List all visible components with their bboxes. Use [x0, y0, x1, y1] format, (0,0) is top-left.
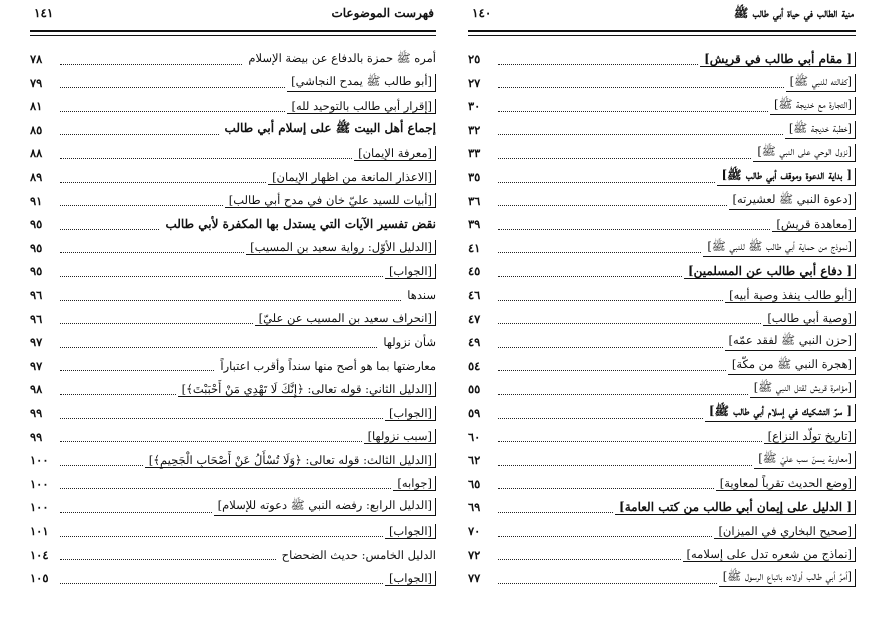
toc-entry — [468, 308, 856, 330]
toc-entry — [30, 48, 436, 70]
toc-entry — [468, 496, 856, 518]
dot-leader — [498, 512, 613, 513]
dot-leader — [498, 418, 703, 419]
toc-entry-title: [الدليل الأوّل: رواية سعيد بن المسيب] — [246, 240, 436, 255]
dot-leader — [498, 64, 698, 65]
toc-entry-title: نقض تفسير الآيات التي يستدل بها المكفرة لأبي طالب — [165, 217, 436, 232]
toc-entry-title: [الدليل الرابع: رفضه النبي ﷺ دعوته للإسلام] — [214, 498, 436, 516]
toc-entry-page-number: ١٠٠ — [30, 500, 49, 515]
toc-entry — [30, 260, 436, 282]
toc-entry-title: [ بداية الدعوة وموقف أبي طالب ﷺ] — [717, 168, 856, 186]
toc-entry — [468, 473, 856, 495]
toc-entry — [468, 284, 856, 306]
toc-entry-title: [صحيح البخاري في الميزان] — [714, 524, 856, 539]
toc-entry-page-number: ٩٦ — [30, 311, 43, 326]
toc-entry — [30, 473, 436, 495]
dot-leader — [498, 370, 726, 371]
dot-leader — [60, 111, 285, 112]
toc-entry — [468, 166, 856, 188]
toc-entry-title: [التجارة مع خديجة ﷺ] — [770, 97, 856, 115]
toc-entry — [30, 355, 436, 377]
toc-entry-page-number: ١٠٠ — [30, 453, 49, 468]
toc-entry-page-number: ٤٥ — [468, 264, 481, 279]
dot-leader — [60, 229, 159, 230]
toc-entry — [30, 496, 436, 518]
toc-entry-page-number: ٧٢ — [468, 547, 481, 562]
toc-entry-page-number: ١٠٥ — [30, 571, 49, 586]
toc-entry — [30, 190, 436, 212]
toc-entry-page-number: ٧٨ — [30, 52, 43, 66]
toc-entry — [30, 331, 436, 353]
dot-leader — [60, 252, 244, 253]
dot-leader — [498, 87, 784, 88]
toc-entry-title: [نزول الوحي على النبي ﷺ] — [753, 144, 856, 162]
dot-leader — [60, 87, 285, 88]
toc-entry-page-number: ٤٦ — [468, 288, 481, 302]
toc-entry-title: [ دفاع أبي طالب عن المسلمين] — [684, 264, 856, 279]
toc-entry-page-number: ٨١ — [30, 99, 43, 114]
toc-entry-title: [الدليل الثالث: قوله تعالى: ﴿وَلَا تُسْأَلُ عَنْ أَصْحَابِ الْجَحِيمِ﴾] — [145, 453, 436, 468]
toc-entry — [30, 142, 436, 164]
toc-entry-page-number: ٢٥ — [468, 52, 481, 66]
dot-leader — [498, 465, 752, 466]
right-page-title: منية الطالب في حياة أبي طالب ﷺ — [733, 6, 854, 20]
toc-entry — [30, 378, 436, 400]
toc-entry — [30, 426, 436, 448]
toc-entry-title: سندها — [407, 288, 436, 302]
toc-entry-title: [معاهدة قريش] — [772, 217, 856, 232]
toc-entry-page-number: ٦٥ — [468, 476, 481, 491]
toc-entry-page-number: ٨٩ — [30, 170, 43, 184]
toc-entry — [30, 284, 436, 306]
dot-leader — [60, 394, 176, 395]
toc-entry — [30, 449, 436, 471]
dot-leader — [60, 418, 383, 419]
toc-entry-page-number: ٥٥ — [468, 382, 481, 397]
toc-entry — [468, 378, 856, 400]
toc-entry — [468, 449, 856, 471]
toc-entry — [30, 119, 436, 141]
toc-entry-page-number: ٤٩ — [468, 335, 481, 350]
left-page-number: ١٤١ — [34, 6, 54, 20]
toc-entry-title: [خطبة خديجة ﷺ] — [785, 121, 856, 139]
toc-entry-title: [الجواب] — [385, 264, 436, 279]
toc-entry-page-number: ٩١ — [30, 193, 43, 208]
toc-entry-page-number: ٥٩ — [468, 406, 481, 420]
dot-leader — [498, 441, 762, 442]
toc-entry-page-number: ٣٥ — [468, 170, 481, 184]
toc-entry-title: شأن نزولها — [383, 335, 436, 350]
toc-entry-title: [حزن النبي ﷺ لفقد عمّه] — [725, 333, 856, 351]
toc-entry-title: [كفالته للنبي ﷺ] — [786, 74, 856, 92]
dot-leader — [498, 229, 770, 230]
dot-leader — [60, 347, 377, 348]
toc-entry-title: [أبيات للسيد عليّ خان في مدح أبي طالب] — [225, 193, 436, 208]
toc-entry-page-number: ٩٥ — [30, 264, 43, 279]
toc-entry-page-number: ٧٩ — [30, 75, 43, 90]
toc-entry-title: [الجواب] — [385, 406, 436, 421]
dot-leader — [60, 134, 219, 135]
toc-entry-title: [الدليل الثاني: قوله تعالى: ﴿إِنَّكَ لَا تَهْدِي مَنْ أَحْبَبْتَ﴾] — [178, 382, 436, 397]
toc-entry-page-number: ١٠٤ — [30, 547, 49, 562]
dot-leader — [60, 536, 383, 537]
toc-entry-title: [دعوة النبي ﷺ لعشيرته] — [729, 192, 857, 210]
toc-entry-page-number: ٩٦ — [30, 288, 43, 302]
toc-entry-page-number: ١٠٠ — [30, 476, 49, 491]
toc-entry-title: [الاعذار المانعة من اظهار الإيمان] — [268, 170, 436, 185]
toc-entry-page-number: ٩٥ — [30, 240, 43, 255]
toc-entry-page-number: ٧٠ — [468, 524, 481, 538]
toc-entry — [468, 48, 856, 70]
toc-entry — [30, 95, 436, 117]
toc-entry — [30, 166, 436, 188]
toc-entry-title: [تاريخ تولّد النزاع] — [764, 429, 856, 444]
toc-entry-page-number: ٥٤ — [468, 358, 481, 373]
header-rule-thin — [468, 35, 856, 36]
toc-entry-page-number: ٧٧ — [468, 571, 481, 586]
toc-entry-title: [هجرة النبي ﷺ من مكّة] — [728, 357, 856, 375]
toc-entry — [30, 308, 436, 330]
header-rule-thin — [30, 35, 436, 36]
dot-leader — [498, 394, 748, 395]
dot-leader — [498, 347, 723, 348]
toc-entry — [30, 72, 436, 94]
toc-entry-page-number: ٨٥ — [30, 122, 43, 137]
toc-entry-title: [أمرُ أبي طالب أولاده باتباع الرسول ﷺ] — [719, 569, 856, 587]
toc-entry-title: [ مقام أبي طالب في قريش] — [700, 52, 856, 67]
dot-leader — [498, 276, 682, 277]
dot-leader — [498, 536, 712, 537]
toc-entry — [468, 142, 856, 164]
toc-entry — [468, 213, 856, 235]
dot-leader — [498, 488, 714, 489]
toc-entry-title: [جوابه] — [393, 476, 436, 491]
header-rule — [30, 30, 436, 32]
dot-leader — [60, 182, 266, 183]
toc-entry-page-number: ٣٢ — [468, 122, 481, 137]
toc-entry-title: [انحراف سعيد بن المسيب عن عليّ] — [255, 311, 436, 326]
toc-entry — [30, 567, 436, 589]
toc-entry-page-number: ٢٧ — [468, 75, 481, 90]
dot-leader — [60, 158, 352, 159]
toc-entry-title: [معاوية يسنّ سب عليّ ﷺ] — [754, 451, 856, 469]
toc-entry — [468, 119, 856, 141]
toc-entry-page-number: ٦٩ — [468, 500, 481, 515]
toc-entry — [468, 260, 856, 282]
toc-entry — [30, 544, 436, 566]
toc-entry — [468, 355, 856, 377]
toc-entry-page-number: ٦٢ — [468, 453, 481, 468]
toc-entry — [468, 426, 856, 448]
toc-entry-page-number: ٤١ — [468, 240, 481, 255]
dot-leader — [498, 323, 761, 324]
toc-entry — [468, 237, 856, 259]
dot-leader — [60, 205, 223, 206]
toc-entry-page-number: ٩٧ — [30, 335, 43, 350]
toc-entry-title: [وضع الحديث تقرباً لمعاوية] — [716, 476, 856, 491]
toc-entry — [468, 190, 856, 212]
dot-leader — [60, 300, 401, 301]
toc-entry-title: [سبب نزولها] — [364, 429, 436, 444]
toc-entry — [468, 544, 856, 566]
dot-leader — [60, 64, 242, 65]
toc-entry — [468, 402, 856, 424]
left-page — [30, 0, 436, 639]
toc-entry-title: [الجواب] — [385, 571, 436, 586]
toc-entry-title: [مؤامرة قريش لقتل النبي ﷺ] — [750, 380, 856, 398]
toc-entry-page-number: ٩٩ — [30, 406, 43, 420]
toc-entry-page-number: ٩٨ — [30, 382, 43, 397]
toc-entry — [468, 331, 856, 353]
dot-leader — [60, 465, 143, 466]
toc-entry — [30, 213, 436, 235]
dot-leader — [60, 323, 253, 324]
dot-leader — [60, 370, 214, 371]
dot-leader — [60, 559, 276, 560]
dot-leader — [60, 512, 212, 513]
toc-entry-title: [معرفة الإيمان] — [354, 146, 436, 161]
toc-entry-title: إجماع أهل البيت ﷺ على إسلام أبي طالب — [224, 121, 436, 136]
toc-entry-title: أمره ﷺ حمزة بالدفاع عن بيضة الإسلام — [248, 50, 436, 65]
dot-leader — [498, 300, 723, 301]
left-page-title: فهرست الموضوعات — [331, 6, 434, 20]
right-page — [468, 0, 856, 639]
toc-entry-page-number: ٩٥ — [30, 217, 43, 232]
dot-leader — [498, 252, 701, 253]
toc-entry-page-number: ٦٠ — [468, 429, 481, 444]
dot-leader — [60, 583, 383, 584]
toc-entry-page-number: ٩٩ — [30, 429, 43, 444]
toc-entry-title: [إقرار أبي طالب بالتوحيد لله] — [287, 99, 436, 114]
toc-entry-title: [وصية أبي طالب] — [763, 311, 856, 326]
toc-entry-title: معارضتها بما هو أصح منها سنداً وأقرب اعتباراً — [220, 358, 436, 373]
toc-entry-page-number: ٣٦ — [468, 193, 481, 208]
right-page-header — [468, 4, 856, 26]
dot-leader — [498, 182, 715, 183]
left-page-header — [30, 4, 436, 26]
toc-entry-page-number: ٨٨ — [30, 146, 43, 161]
toc-entry — [468, 72, 856, 94]
dot-leader — [60, 441, 362, 442]
toc-entry — [468, 567, 856, 589]
toc-entry-title: [أبو طالب ينفذ وصية أبيه] — [725, 288, 856, 303]
toc-entry-page-number: ٩٧ — [30, 358, 43, 373]
toc-entry-title: [أبو طالب ﷺ يمدح النجاشي] — [287, 74, 436, 92]
dot-leader — [498, 583, 717, 584]
toc-entry-page-number: ٣٠ — [468, 99, 481, 114]
toc-entry-title: [الجواب] — [385, 524, 436, 539]
toc-entry-title: [نموذج من حماية أبي طالب ﷺ للنبي ﷺ] — [703, 239, 856, 257]
dot-leader — [498, 205, 727, 206]
toc-entry-title: [نماذج من شعره تدل على إسلامه] — [683, 547, 856, 562]
toc-entry-page-number: ٣٣ — [468, 146, 481, 161]
dot-leader — [498, 158, 751, 159]
dot-leader — [498, 134, 783, 135]
toc-entry — [468, 520, 856, 542]
toc-entry-title: [ سرّ التشكيك في إسلام أبي طالب ﷺ] — [705, 404, 856, 422]
dot-leader — [498, 111, 768, 112]
toc-entry — [30, 237, 436, 259]
toc-entry — [468, 95, 856, 117]
dot-leader — [60, 276, 383, 277]
header-rule — [468, 30, 856, 32]
toc-entry-page-number: ٣٩ — [468, 217, 481, 232]
toc-entry — [30, 520, 436, 542]
toc-entry-title: الدليل الخامس: حديث الضحضاح — [281, 547, 436, 562]
right-page-number: ١٤٠ — [472, 6, 492, 20]
dot-leader — [60, 488, 391, 489]
toc-entry — [30, 402, 436, 424]
toc-entry-page-number: ٤٧ — [468, 311, 481, 326]
toc-entry-title: [ الدليل على إيمان أبي طالب من كتب العامة] — [615, 500, 856, 515]
dot-leader — [498, 559, 681, 560]
toc-entry-page-number: ١٠١ — [30, 524, 49, 538]
